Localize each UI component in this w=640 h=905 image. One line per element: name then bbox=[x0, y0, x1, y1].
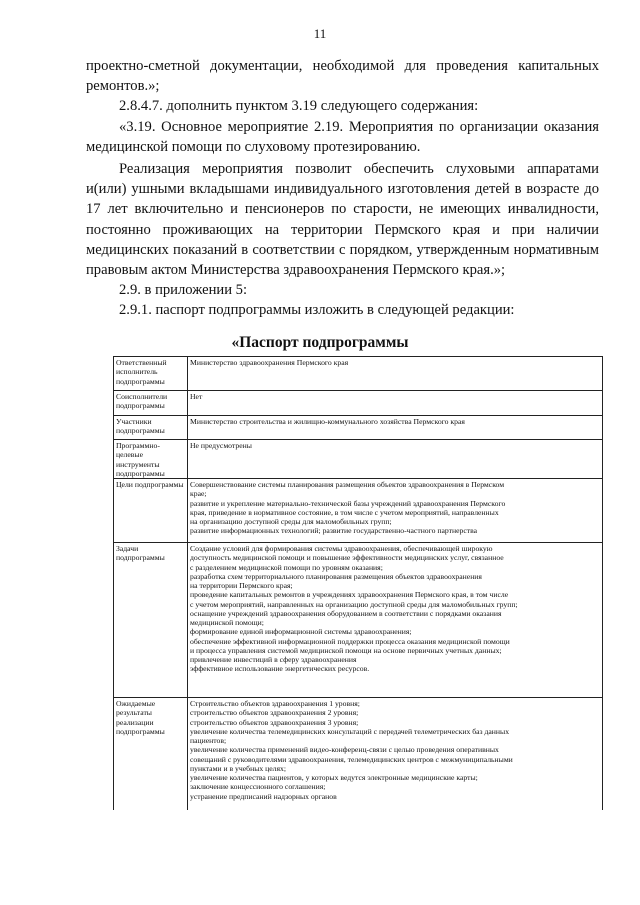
cell-line: устранение предписаний надзорных органов bbox=[190, 791, 337, 801]
cell-line: Министерство здравоохранения Пермского края bbox=[190, 358, 349, 367]
cell-line: края, приведение в нормативное состояние, в том числе с учетом мероприятий, направленных bbox=[190, 507, 499, 517]
row-content bbox=[188, 416, 603, 440]
cell-line: Создание условий для формирования системы здравоохранения, обеспечивающей широкую bbox=[190, 544, 493, 553]
cell-line: Нет bbox=[190, 392, 203, 401]
cell-line: развитие и укрепление материально-технической базы учреждений здравоохранения Пермского bbox=[190, 498, 506, 508]
table-row bbox=[114, 543, 603, 698]
cell-line: на организацию доступной среды для маломобильных групп; bbox=[190, 517, 392, 526]
passport-title: «Паспорт подпрограммы bbox=[231, 334, 409, 351]
page-number: 11 bbox=[313, 26, 327, 41]
table-row bbox=[114, 479, 603, 543]
cell-line: обеспечение эффективной информационной поддержки процесса оказания медицинской помощи bbox=[190, 636, 510, 646]
row-label: Программно-целевые инструменты подпрограммы bbox=[114, 440, 188, 479]
cell-line: медицинской помощи; bbox=[190, 618, 264, 627]
cell-line: строительство объектов здравоохранения 2 уровня; bbox=[190, 708, 359, 718]
cell-line: и процесса управления системой медицинской помощи на основе первичных учетных данных; bbox=[190, 645, 502, 655]
paragraph-2-9-1: 2.9.1. паспорт подпрограммы изложить в следующей редакции: bbox=[119, 302, 515, 319]
row-label: Участники подпрограммы bbox=[114, 416, 188, 440]
cell-line: заключение концессионного соглашения; bbox=[190, 782, 326, 792]
passport-table bbox=[113, 356, 603, 810]
table-row bbox=[114, 391, 603, 416]
cell-line: увеличение количества телемедицинских консультаций с передачей телеметрических баз данных bbox=[190, 726, 510, 736]
cell-line: Совершенствование системы планирования размещения объектов здравоохранения в Пермском bbox=[190, 480, 505, 489]
body-text bbox=[86, 56, 599, 321]
row-label: Цели подпрограммы bbox=[114, 479, 188, 543]
paragraph-3-19: «3.19. Основное мероприятие 2.19. Мероприятия по организации оказания медицинской помощи по слуховому протезированию. bbox=[86, 118, 599, 155]
row-label: Ответственный исполнитель подпрограммы bbox=[114, 357, 188, 391]
table-row bbox=[114, 440, 603, 479]
cell-line: проведение капитальных ремонтов в учреждениях здравоохранения Пермского края, в том числе bbox=[190, 590, 509, 600]
table-row bbox=[114, 698, 603, 810]
cell-line: Министерство строительства и жилищно-коммунального хозяйства Пермского края bbox=[190, 417, 465, 426]
cell-line: разработка схем территориального планирования размещения объектов здравоохранения bbox=[190, 571, 482, 581]
row-content bbox=[188, 440, 603, 479]
row-content bbox=[188, 357, 603, 391]
cell-line: строительство объектов здравоохранения 3 уровня; bbox=[190, 717, 359, 727]
cell-line: увеличение количества применений видео-конференц-связи с целью проведения оперативных bbox=[190, 745, 499, 755]
cell-line: с учетом мероприятий, направленных на организацию доступной среды для маломобильных групп; bbox=[190, 599, 518, 609]
row-label: Соисполнители подпрограммы bbox=[114, 391, 188, 416]
paragraph-2-9: 2.9. в приложении 5: bbox=[119, 282, 248, 299]
row-content bbox=[188, 698, 603, 810]
row-label: Ожидаемые результаты реализации подпрограммы bbox=[114, 698, 188, 810]
paragraph-implementation: Реализация мероприятия позволит обеспечить слуховыми аппаратами и(или) ушными вкладышами индивидуального изготовления детей в возрасте до 17 лет включительно и пенсионеров по старости, не имеющих инвалидности, постоянно проживающих на территории Пермского края и при наличии медицинских показаний в соответствии с порядком, утвержденным нормативным правовым актом Министерства здравоохранения Пермского края.»; bbox=[86, 161, 599, 279]
cell-line: крае; bbox=[190, 489, 207, 499]
table-row bbox=[114, 416, 603, 440]
paragraph-continuation: проектно-сметной документации, необходимой для проведения капитальных ремонтов.»; bbox=[86, 58, 599, 95]
cell-line: пунктами и в учебных целях; bbox=[190, 763, 287, 773]
cell-line: развитие информационных технологий; развитие государственно-частного партнерства bbox=[190, 526, 478, 536]
cell-line: Строительство объектов здравоохранения 1 уровня; bbox=[190, 699, 360, 708]
row-content bbox=[188, 479, 603, 543]
cell-line: формирование единой информационной системы здравоохранения; bbox=[190, 627, 412, 637]
cell-line: эффективное использование энергетических ресурсов. bbox=[190, 664, 370, 674]
cell-line: оснащение учреждений здравоохранения оборудованием в соответствии с порядками оказания bbox=[190, 608, 502, 618]
paragraph-2-8-4-7: 2.8.4.7. дополнить пунктом 3.19 следующего содержания: bbox=[119, 98, 479, 115]
row-content bbox=[188, 391, 603, 416]
cell-line: с разделением медицинской помощи по уровням оказания; bbox=[190, 562, 383, 572]
cell-line: совещаний с руководителями здравоохранения, телемедицинских центров с межмуниципальными bbox=[190, 754, 513, 764]
cell-line: привлечение инвестиций в сферу здравоохранения bbox=[190, 655, 357, 664]
cell-line: увеличение количества пациентов, у которых ведутся электронные медицинские карты; bbox=[190, 773, 478, 782]
table-row bbox=[114, 357, 603, 391]
cell-line: Не предусмотрены bbox=[190, 441, 252, 450]
cell-line: пациентов; bbox=[190, 736, 227, 745]
row-label: Задачи подпрограммы bbox=[114, 543, 188, 698]
cell-line: доступность медицинской помощи и повышение эффективности медицинских услуг, связанное bbox=[190, 553, 504, 563]
row-content bbox=[188, 543, 603, 698]
cell-line: на территории Пермского края; bbox=[190, 581, 293, 590]
